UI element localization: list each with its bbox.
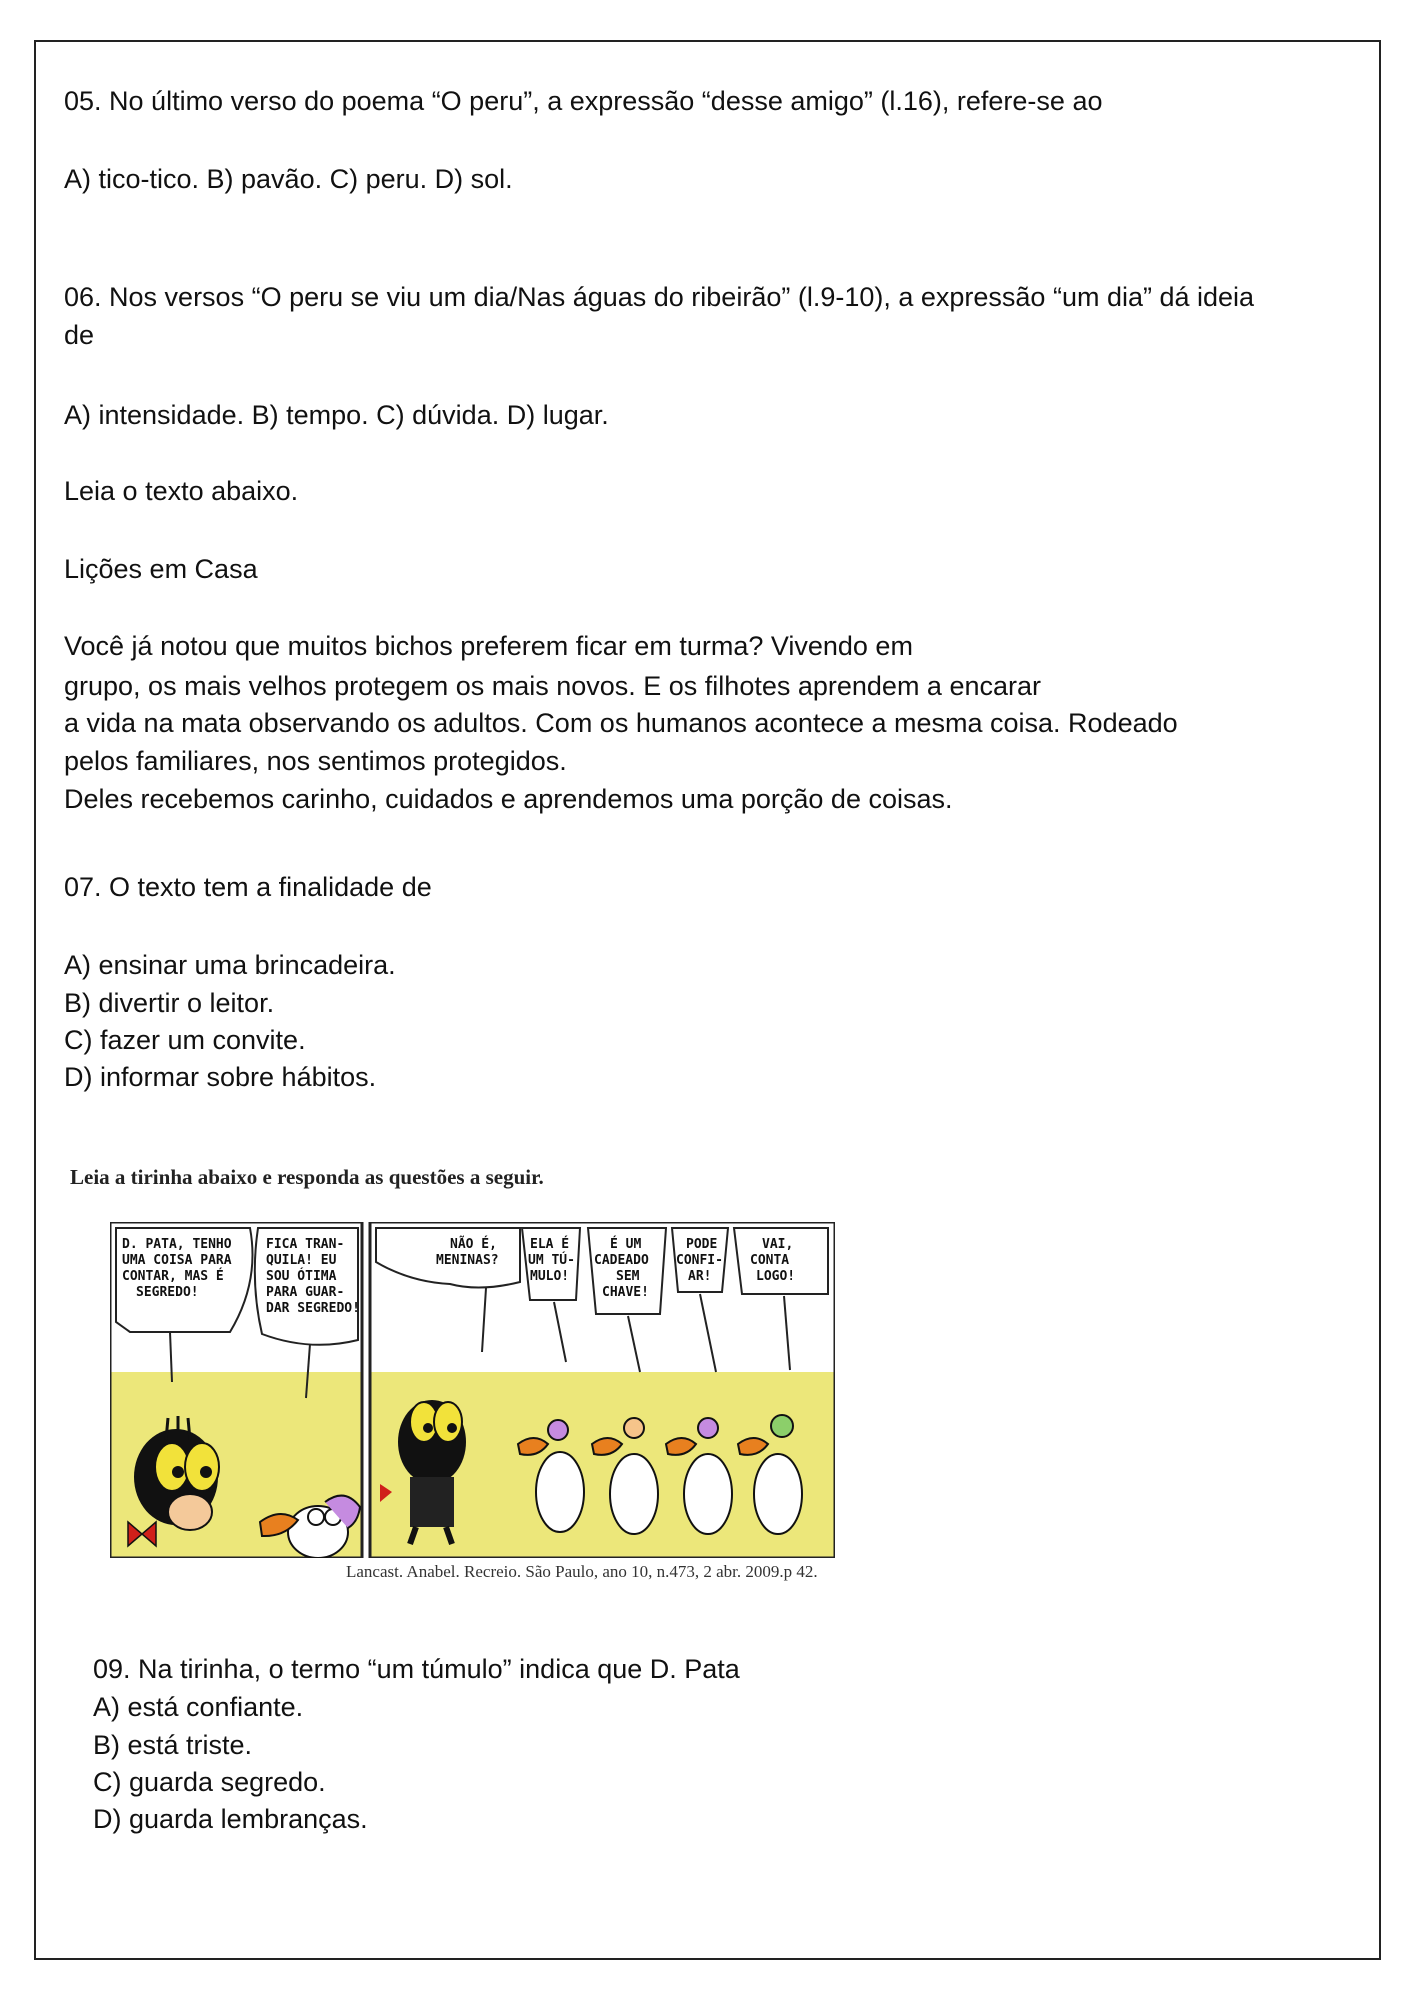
- q09-option: B) está triste.: [93, 1730, 253, 1760]
- p2-bubble3-text: É UM CADEADO SEM CHAVE!: [594, 1237, 649, 1300]
- q07-option: A) ensinar uma brincadeira.: [64, 950, 396, 980]
- p2-bubble2-text: ELA É UM TÚ- MULO!: [528, 1237, 575, 1284]
- q09-option: C) guarda segredo.: [93, 1767, 326, 1797]
- reading-title: Lições em Casa: [64, 554, 258, 584]
- comic-credit: Lancast. Anabel. Recreio. São Paulo, ano 10, n.473, 2 abr. 2009.p 42.: [346, 1562, 818, 1581]
- p2-bubble5-text: VAI, CONTA LOGO!: [750, 1237, 796, 1284]
- p2-bubble4-text: PODE CONFI- AR!: [676, 1237, 723, 1284]
- q05-options: A) tico-tico. B) pavão. C) peru. D) sol.: [64, 164, 513, 194]
- reading-line: Você já notou que muitos bichos preferem ficar em turma? Vivendo em: [64, 631, 913, 661]
- q07-option: C) fazer um convite.: [64, 1025, 306, 1055]
- p1-bubble1-text: D. PATA, TENHO UMA COISA PARA CONTAR, MAS É SEGREDO!: [122, 1237, 232, 1300]
- q09-option: A) está confiante.: [93, 1692, 304, 1722]
- reading-line: a vida na mata observando os adultos. Com os humanos acontece a mesma coisa. Rodeado: [64, 708, 1178, 738]
- q07-option: B) divertir o leitor.: [64, 988, 275, 1018]
- comic-panel-2: [370, 1222, 835, 1558]
- q06-question-line1: 06. Nos versos “O peru se viu um dia/Nas águas do ribeirão” (l.9-10), a expressão “um dia” dá ideia: [64, 282, 1255, 312]
- reading-instruction: Leia o texto abaixo.: [64, 476, 299, 506]
- reading-line: pelos familiares, nos sentimos protegidos.: [64, 746, 567, 776]
- reading-line: grupo, os mais velhos protegem os mais novos. E os filhotes aprendem a encarar: [64, 671, 1041, 701]
- p1-bubble2-text: FICA TRAN- QUILA! EU SOU ÓTIMA PARA GUAR- DAR SEGREDO!: [266, 1237, 360, 1316]
- comic-instruction: Leia a tirinha abaixo e responda as questões a seguir.: [70, 1165, 544, 1189]
- q06-options: A) intensidade. B) tempo. C) dúvida. D) lugar.: [64, 400, 609, 430]
- q05-question: 05. No último verso do poema “O peru”, a expressão “desse amigo” (l.16), refere-se ao: [64, 86, 1103, 116]
- q07-question: 07. O texto tem a finalidade de: [64, 872, 432, 902]
- q07-option: D) informar sobre hábitos.: [64, 1062, 377, 1092]
- comic-panel-1: [110, 1222, 362, 1558]
- p2-bubble1-text: NÃO É, MENINAS?: [436, 1237, 499, 1268]
- q06-question-line2: de: [64, 320, 95, 350]
- q09-option: D) guarda lembranças.: [93, 1804, 368, 1834]
- reading-line: Deles recebemos carinho, cuidados e aprendemos uma porção de coisas.: [64, 784, 953, 814]
- q09-question: 09. Na tirinha, o termo “um túmulo” indica que D. Pata: [93, 1654, 740, 1684]
- comic-strip: [110, 1222, 835, 1558]
